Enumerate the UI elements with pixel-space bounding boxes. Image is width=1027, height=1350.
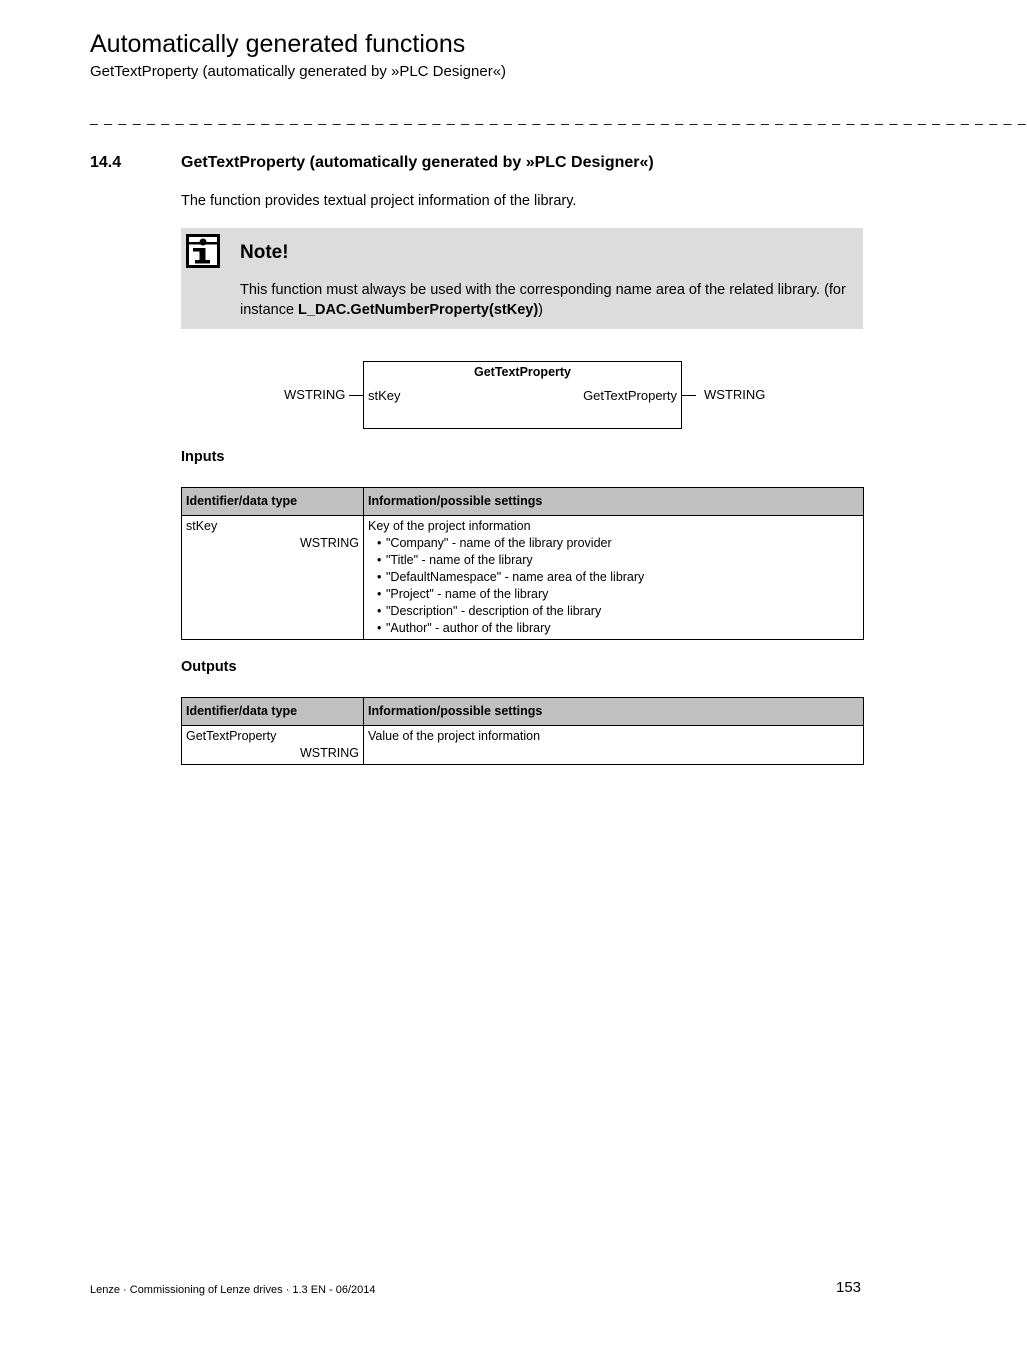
fb-output-pin: GetTextProperty (583, 388, 677, 403)
table-row (182, 516, 864, 640)
section-intro: The function provides textual project information of the library. (181, 193, 577, 209)
note-text (240, 280, 850, 320)
fb-output-type: WSTRING (704, 387, 766, 402)
info-icon (186, 234, 220, 268)
data-type: WSTRING (299, 536, 359, 550)
footer-text: Lenze · Commissioning of Lenze drives · 1.3 EN - 06/2014 (90, 1284, 376, 1296)
outputs-heading: Outputs (181, 659, 237, 675)
info-text: Value of the project information (368, 729, 541, 743)
column-header: Information/possible settings (364, 488, 864, 516)
note-text-after: ) (538, 302, 543, 318)
table-row (182, 726, 864, 765)
list-item: • "Company" - name of the library provider (386, 535, 859, 552)
list-item: • "DefaultNamespace" - name area of the library (386, 569, 859, 586)
data-type: WSTRING (299, 746, 359, 760)
note-text-before: This function must always be used with the corresponding name area of the related library. (for instance (240, 282, 846, 318)
note-title: Note! (240, 242, 289, 263)
chapter-title: Automatically generated functions (90, 30, 466, 58)
identifier: GetTextProperty (186, 729, 277, 743)
outputs-table (181, 697, 864, 765)
inputs-table (181, 487, 864, 640)
section-title: GetTextProperty (automatically generated by »PLC Designer«) (181, 154, 654, 171)
page-number: 153 (836, 1279, 862, 1296)
chapter-subtitle: GetTextProperty (automatically generated by »PLC Designer«) (90, 63, 507, 80)
identifier: stKey (186, 519, 218, 533)
note-text-code: L_DAC.GetNumberProperty(stKey) (298, 302, 539, 318)
column-header: Identifier/data type (182, 698, 364, 726)
info-text: Key of the project information (368, 519, 531, 533)
fb-input-pin: stKey (368, 388, 401, 403)
list-item: • "Project" - name of the library (386, 586, 859, 603)
list-item: • "Title" - name of the library (386, 552, 859, 569)
section-number: 14.4 (90, 154, 122, 171)
settings-list (368, 535, 859, 637)
column-header: Information/possible settings (364, 698, 864, 726)
table-header-row (182, 698, 864, 726)
info-cell (364, 516, 864, 640)
fb-output-line (682, 395, 696, 396)
list-item: • "Author" - author of the library (386, 620, 859, 637)
table-header-row (182, 488, 864, 516)
fb-title: GetTextProperty (473, 365, 571, 379)
inputs-heading: Inputs (181, 449, 225, 465)
function-block (363, 361, 682, 429)
column-header: Identifier/data type (182, 488, 364, 516)
list-item: • "Description" - description of the library (386, 603, 859, 620)
fb-input-line (349, 395, 363, 396)
identifier-cell (182, 726, 364, 765)
fb-input-type: WSTRING (284, 387, 346, 402)
note-box (181, 228, 863, 329)
identifier-cell (182, 516, 364, 640)
info-cell (364, 726, 864, 765)
dashed-divider: _ _ _ _ _ _ _ _ _ _ _ _ _ _ _ _ _ _ _ _ _ _ _ _ _ _ _ _ _ _ _ _ _ _ _ _ _ _ _ _ _ _ _ _ _ _ _ _ _ _ _ _ _ _ _ _ _ _ _ _ _ _ _ _ _ _ (90, 109, 1027, 125)
